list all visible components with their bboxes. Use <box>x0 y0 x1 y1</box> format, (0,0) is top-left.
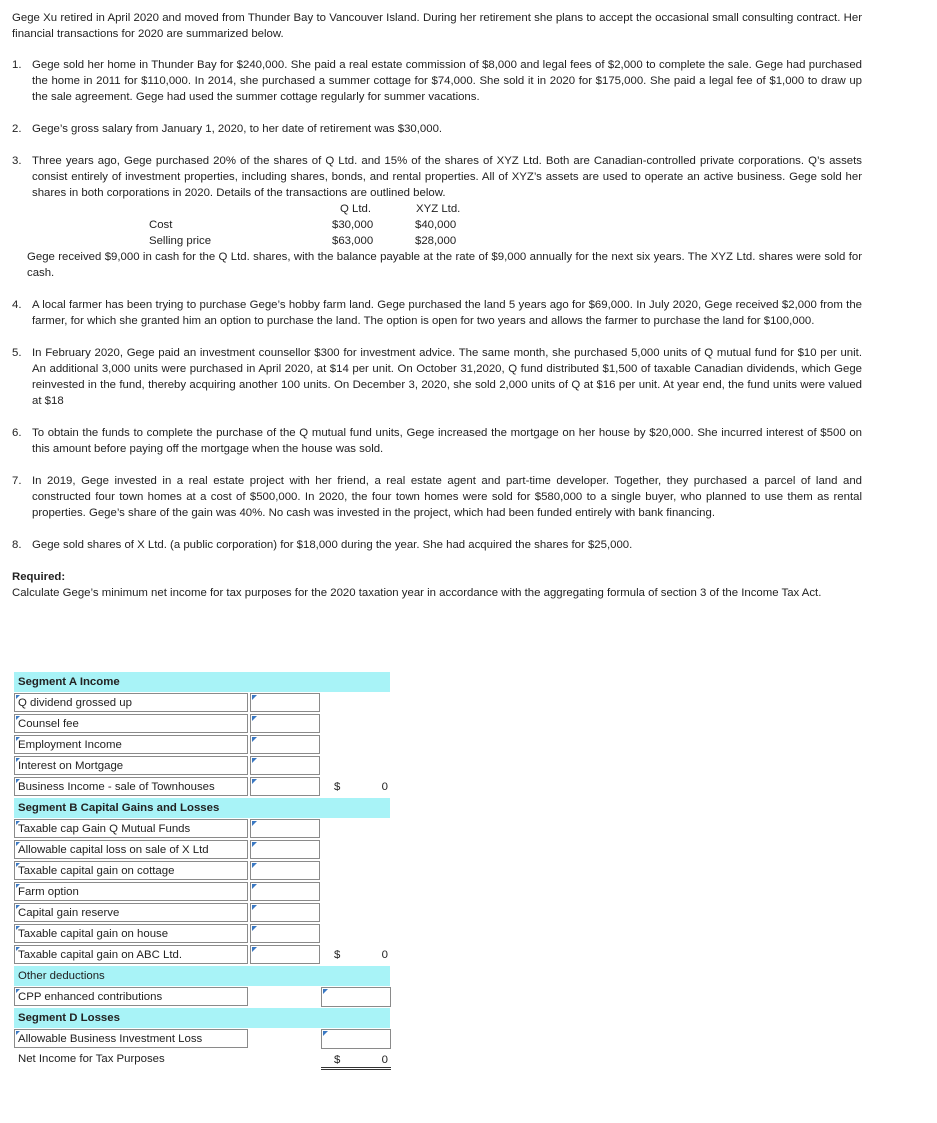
amount-input[interactable] <box>250 840 320 859</box>
amount-input[interactable] <box>321 1029 391 1049</box>
segment-b-total: $ 0 <box>334 949 388 961</box>
table-row <box>14 693 394 713</box>
table-row <box>14 945 394 965</box>
amount-input[interactable] <box>250 756 320 775</box>
row-label: Capital gain reserve <box>14 903 248 922</box>
table-row <box>14 819 394 839</box>
net-income-label: Net Income for Tax Purposes <box>14 1050 248 1069</box>
segment-b-header: Segment B Capital Gains and Losses <box>14 798 390 818</box>
table-row <box>14 987 394 1007</box>
required-text: Calculate Gege’s minimum net income for tax purposes for the 2020 taxation year in accordance with the aggregating formula of section 3 of the Income Tax Act. <box>12 587 822 599</box>
amount-input[interactable] <box>250 735 320 754</box>
table-row <box>14 840 394 860</box>
row-label: Allowable Business Investment Loss <box>14 1029 248 1048</box>
row-label: Taxable capital gain on cottage <box>14 861 248 880</box>
item-5: 5. In February 2020, Gege paid an investment counsellor $300 for investment advice. The same month, she purchased 5,000 units of Q mutual fund for $10 per unit. An additional 3,000 units were purchased in April 2020, at $14 per unit. On October 31,2020, Q fund distributed $1,500 of taxable Canadian dividends, which Gege reinvested in the fund, thereby acquiring another 100 units. On December 3, 2020, she sold 2,000 units of Q at $16 per unit. At year end, the fund units were valued at $18 <box>12 347 862 407</box>
segment-d-header: Segment D Losses <box>14 1008 390 1028</box>
amount-input[interactable] <box>250 714 320 733</box>
segment-a-total: $ 0 <box>334 781 388 793</box>
problem-text <box>12 10 862 601</box>
table-row <box>14 924 394 944</box>
row-label: Allowable capital loss on sale of X Ltd <box>14 840 248 859</box>
amount-input[interactable] <box>250 861 320 880</box>
segment-a-header: Segment A Income <box>14 672 390 692</box>
amount-input[interactable] <box>250 819 320 838</box>
row-label: Taxable capital gain on ABC Ltd. <box>14 945 248 964</box>
table-row <box>14 882 394 902</box>
row-label: Counsel fee <box>14 714 248 733</box>
shares-table: Q Ltd. XYZ Ltd. Cost $30,000 $40,000 Selling price $63,000 $28,000 <box>149 203 461 247</box>
amount-input[interactable] <box>250 924 320 943</box>
table-row <box>14 1029 394 1049</box>
amount-input[interactable] <box>250 777 320 796</box>
row-label: Taxable capital gain on house <box>14 924 248 943</box>
item-7: 7. In 2019, Gege invested in a real estate project with her friend, a real estate agent and part-time developer. Together, they purchased a parcel of land and constructed four town homes at a cost of $500,000. In 2020, the four town homes were sold for $580,000 to a single buyer, who planned to use them as rental properties. Gege’s share of the gain was 40%. No cash was invested in the project, which had been funded entirely with bank financing. <box>12 475 862 519</box>
row-label: Q dividend grossed up <box>14 693 248 712</box>
other-deductions-header: Other deductions <box>14 966 390 986</box>
row-label: Employment Income <box>14 735 248 754</box>
item-1: 1. Gege sold her home in Thunder Bay for $240,000. She paid a real estate commission of $8,000 and legal fees of $2,000 to complete the sale. Gege had purchased the home in 2011 for $110,000. In 2014, she purchased a summer cottage for $74,000. She sold it in 2020 for $175,000. She paid a legal fee of $1,000 to draw up the sale agreement. Gege had used the summer cottage regularly for summer vacations. <box>12 59 862 103</box>
item-4: 4. A local farmer has been trying to purchase Gege’s hobby farm land. Gege purchased the land 5 years ago for $69,000. In July 2020, Gege received $2,000 from the farmer, for which she granted him an option to purchase the land. The option is open for two years and allows the farmer to purchase the land for $100,000. <box>12 299 862 327</box>
amount-input[interactable] <box>250 693 320 712</box>
row-label: Taxable cap Gain Q Mutual Funds <box>14 819 248 838</box>
table-row <box>14 735 394 755</box>
row-label: CPP enhanced contributions <box>14 987 248 1006</box>
table-row <box>14 1050 394 1070</box>
amount-input[interactable] <box>250 945 320 964</box>
table-row <box>14 777 394 797</box>
row-label: Interest on Mortgage <box>14 756 248 775</box>
amount-input[interactable] <box>250 882 320 901</box>
net-income-total: $ 0 <box>321 1050 391 1070</box>
item-2: 2. Gege’s gross salary from January 1, 2020, to her date of retirement was $30,000. <box>12 123 443 135</box>
table-row <box>14 861 394 881</box>
table-row <box>14 903 394 923</box>
intro-paragraph: Gege Xu retired in April 2020 and moved from Thunder Bay to Vancouver Island. During her retirement she plans to accept the occasional small consulting contract. Her financial transactions for 2020 are summarized below. <box>12 12 862 40</box>
item-3: 3. Three years ago, Gege purchased 20% of the shares of Q Ltd. and 15% of the shares of XYZ Ltd. Both are Canadian-controlled private corporations. Q’s assets consist entirely of investment properties, including shares, bonds, and rental properties. All of XYZ’s assets are used to operate an active business. Gege sold her shares in both corporations in 2020. Details of the transactions are outlined below. Q Ltd. XYZ Ltd. Cost $30,000 $40,000 Selling price $63,000 $28,000 Gege received $9,000 in cash for the Q Ltd. shares, with the balance payable at the rate of $9,000 annually for the next six years. The XYZ Ltd. shares were sold for cash. <box>12 155 862 279</box>
amount-input[interactable] <box>250 903 320 922</box>
amount-input[interactable] <box>321 987 391 1007</box>
table-row <box>14 756 394 776</box>
row-label: Farm option <box>14 882 248 901</box>
item-8: 8. Gege sold shares of X Ltd. (a public corporation) for $18,000 during the year. She had acquired the shares for $25,000. <box>12 539 633 551</box>
item-6: 6. To obtain the funds to complete the purchase of the Q mutual fund units, Gege increased the mortgage on her house by $20,000. She incurred interest of $500 on this amount before paying off the mortgage when the house was sold. <box>12 427 862 455</box>
table-row <box>14 714 394 734</box>
row-label: Business Income - sale of Townhouses <box>14 777 248 796</box>
required-heading: Required: <box>12 571 66 583</box>
